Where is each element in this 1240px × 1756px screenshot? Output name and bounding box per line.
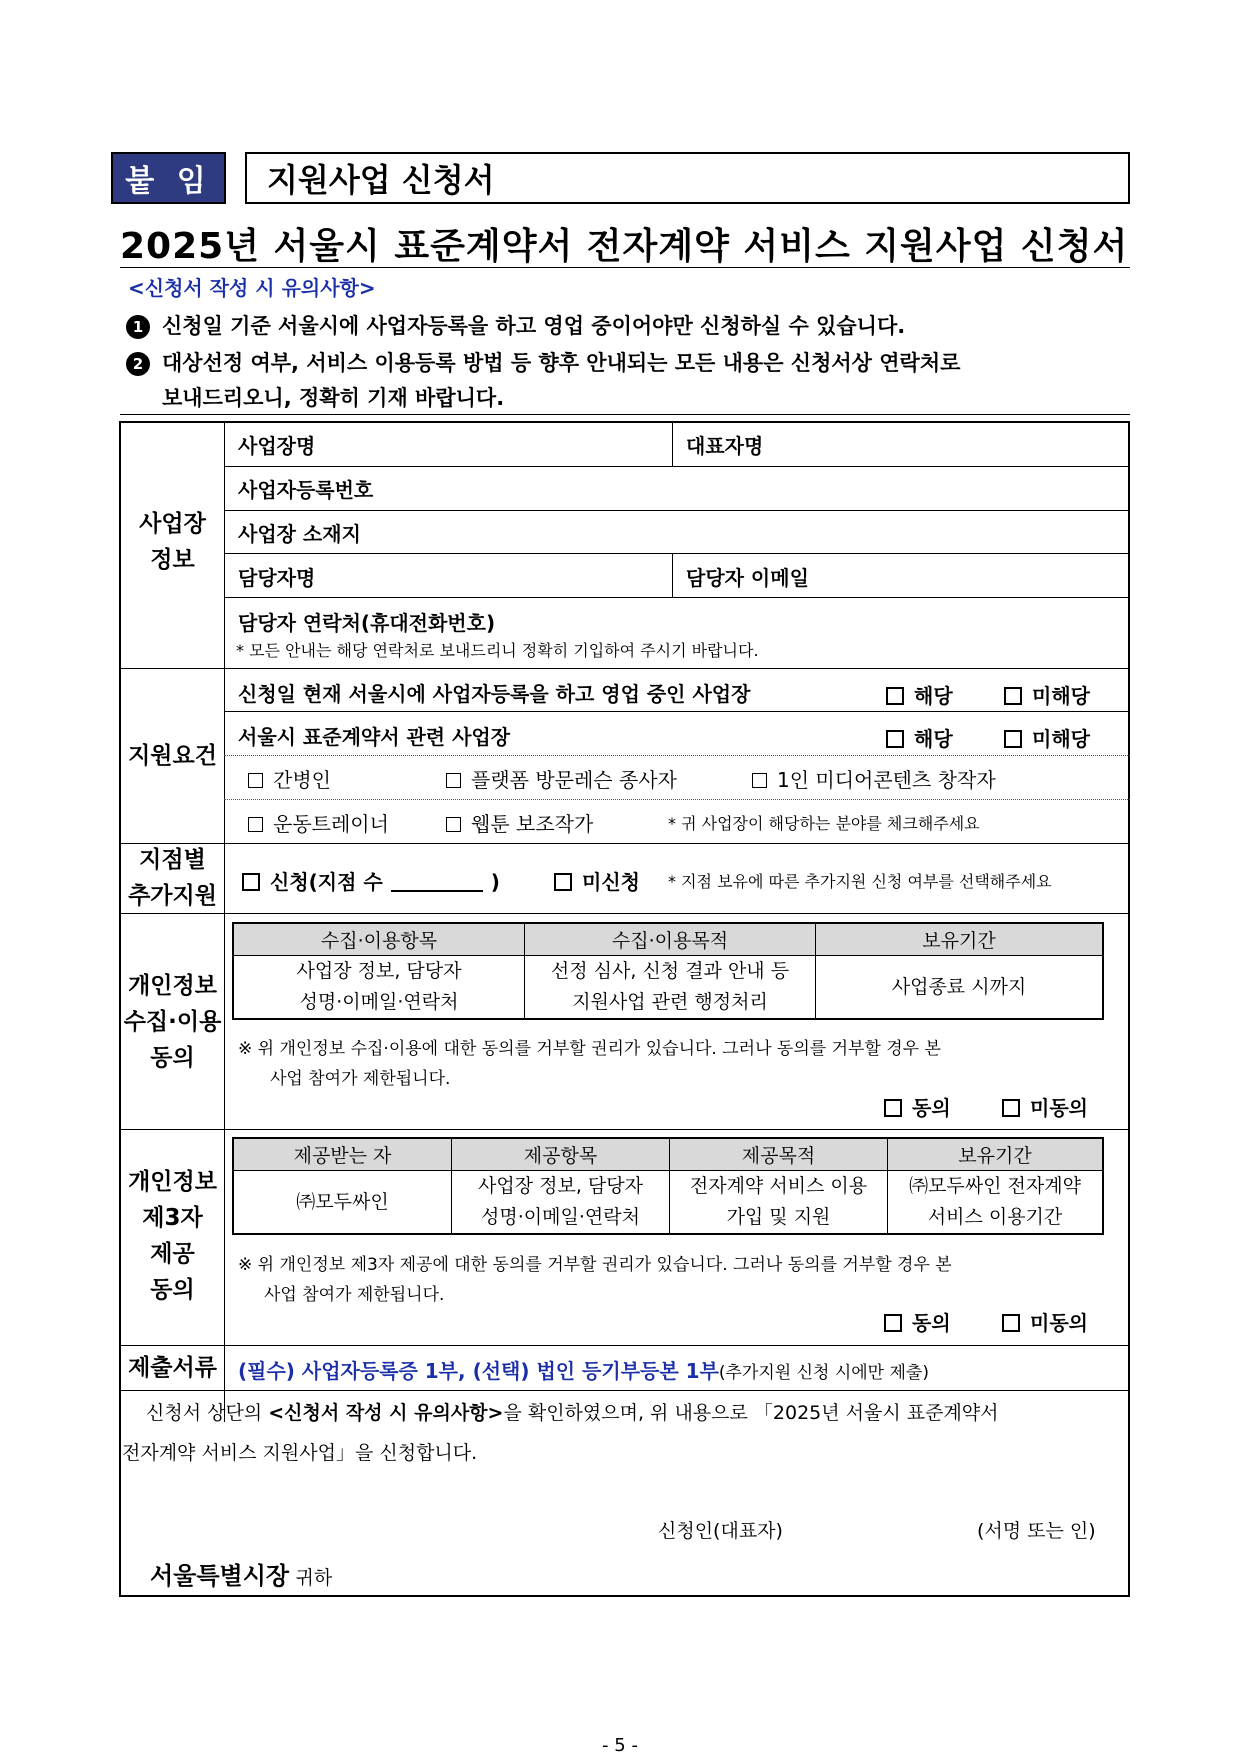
checkbox-icon (1002, 1314, 1020, 1332)
checkbox-icon (1004, 687, 1022, 705)
third-party-header-recipient: 제공받는 자 (233, 1138, 452, 1171)
field-manager-name[interactable]: 담당자명 (238, 566, 316, 590)
third-party-disagree-checkbox[interactable]: 미동의 (1002, 1307, 1088, 1336)
checkbox-icon (242, 873, 260, 891)
table-row: 사업장 정보, 담당자 성명·이메일·연락처 선정 심사, 신청 결과 안내 등 지원사업 관련 행정처리 사업종료 시까지 (233, 956, 1103, 1020)
checkbox-icon (446, 773, 461, 788)
field-webtoon-assistant-checkbox[interactable]: 웹툰 보조작가 (446, 808, 593, 837)
field-media-creator-checkbox[interactable]: 1인 미디어콘텐츠 창작자 (752, 764, 996, 793)
field-business-name[interactable]: 사업장명 (238, 434, 316, 458)
requirement-q2: 서울시 표준계약서 관련 사업장 (238, 725, 511, 749)
branch-count-input[interactable] (391, 870, 483, 892)
caution-underline (120, 414, 1130, 415)
declaration-line-2: 전자계약 서비스 지원사업」을 신청합니다. (122, 1442, 478, 1464)
section-divider (224, 421, 225, 1422)
section-documents: 제출서류 (128, 1355, 217, 1381)
third-party-table (232, 1137, 1104, 1235)
caution-item-2-text: 대상선정 여부, 서비스 이용등록 방법 등 향후 안내되는 모든 내용은 신청서상 연락처로 (162, 351, 961, 375)
form-type-title: 지원사업 신청서 (245, 152, 1130, 204)
third-party-header-items: 제공항목 (452, 1138, 670, 1171)
privacy-header-purpose: 수집·이용목적 (525, 923, 816, 956)
title-underline (120, 267, 1130, 268)
phone-note: * 모든 안내는 해당 연락처로 보내드리니 정확히 기입하여 주시기 바랍니다. (236, 641, 759, 660)
privacy-header-items: 수집·이용항목 (233, 923, 525, 956)
number-2-icon: 2 (126, 352, 150, 376)
q2-no-checkbox[interactable]: 미해당 (1004, 723, 1090, 752)
field-platform-lesson-checkbox[interactable]: 플랫폼 방문레슨 종사자 (446, 764, 677, 793)
fields-note: * 귀 사업장이 해당하는 분야를 체크해주세요 (668, 814, 980, 833)
number-1-icon: 1 (126, 315, 150, 339)
caution-item-2-cont: 보내드리오니, 정확히 기재 바랍니다. (162, 386, 505, 410)
declaration-line-1: 신청서 상단의 <신청서 작성 시 유의사항>을 확인하였으며, 위 내용으로 「2025년 서울시 표준계약서 (146, 1402, 999, 1424)
branch-apply-checkbox[interactable]: 신청(지점 수 ) (242, 866, 500, 895)
field-trainer-checkbox[interactable]: 운동트레이너 (248, 808, 389, 837)
field-business-address[interactable]: 사업장 소재지 (238, 522, 361, 546)
section-privacy-consent: 개인정보 수집·이용 동의 (123, 973, 222, 1071)
third-party-notice-cont: 사업 참여가 제한됩니다. (264, 1285, 445, 1305)
attachment-badge: 붙 임 (111, 152, 226, 204)
third-party-header-purpose: 제공목적 (670, 1138, 888, 1171)
q2-yes-checkbox[interactable]: 해당 (886, 723, 953, 752)
field-manager-email[interactable]: 담당자 이메일 (686, 566, 809, 590)
page-number: - 5 - (602, 1735, 638, 1756)
q1-yes-checkbox[interactable]: 해당 (886, 680, 953, 709)
checkbox-icon (752, 773, 767, 788)
applicant-label: 신청인(대표자) (658, 1520, 783, 1542)
third-party-agree-checkbox[interactable]: 동의 (884, 1307, 951, 1336)
privacy-notice: ※ 위 개인정보 수집·이용에 대한 동의를 거부할 권리가 있습니다. 그러나 동의를 거부할 경우 본 (238, 1039, 941, 1059)
requirement-q1: 신청일 현재 서울시에 사업자등록을 하고 영업 중인 사업장 (238, 682, 751, 706)
signature-field[interactable]: (서명 또는 인) (977, 1520, 1096, 1542)
q1-no-checkbox[interactable]: 미해당 (1004, 680, 1090, 709)
checkbox-icon (884, 1099, 902, 1117)
caution-item-2 (126, 347, 960, 377)
privacy-agree-checkbox[interactable]: 동의 (884, 1092, 951, 1121)
checkbox-icon (884, 1314, 902, 1332)
privacy-header-period: 보유기간 (816, 923, 1104, 956)
field-caregiver-checkbox[interactable]: 간병인 (248, 764, 331, 793)
branch-note: * 지점 보유에 따른 추가지원 신청 여부를 선택해주세요 (668, 872, 1052, 891)
checkbox-icon (886, 730, 904, 748)
checkbox-icon (1004, 730, 1022, 748)
field-ceo-name[interactable]: 대표자명 (686, 434, 764, 458)
privacy-table (232, 922, 1104, 1020)
third-party-notice: ※ 위 개인정보 제3자 제공에 대한 동의를 거부할 권리가 있습니다. 그러나 동의를 거부할 경우 본 (238, 1255, 952, 1275)
privacy-disagree-checkbox[interactable]: 미동의 (1002, 1092, 1088, 1121)
checkbox-icon (446, 817, 461, 832)
checkbox-icon (886, 687, 904, 705)
field-manager-phone[interactable]: 담당자 연락처(휴대전화번호) (238, 611, 496, 635)
documents-list: (필수) 사업자등록증 1부, (선택) 법인 등기부등본 1부(추가지원 신청 시에만 제출) (238, 1359, 929, 1383)
caution-item-1 (126, 310, 905, 340)
caution-item-1-text: 신청일 기준 서울시에 사업자등록을 하고 영업 중이어야만 신청하실 수 있습니다. (162, 314, 906, 338)
checkbox-icon (248, 817, 263, 832)
section-branch-support: 지점별 추가지원 (128, 847, 217, 909)
recipient: 서울특별시장 귀하 (150, 1562, 333, 1590)
section-third-party-consent: 개인정보 제3자 제공 동의 (128, 1169, 217, 1303)
checkbox-icon (1002, 1099, 1020, 1117)
checkbox-icon (554, 873, 572, 891)
checkbox-icon (248, 773, 263, 788)
table-row: ㈜모두싸인 사업장 정보, 담당자 성명·이메일·연락처 전자계약 서비스 이용 가입 및 지원 ㈜모두싸인 전자계약 서비스 이용기간 (233, 1171, 1103, 1235)
privacy-notice-cont: 사업 참여가 제한됩니다. (270, 1069, 451, 1089)
caution-heading: <신청서 작성 시 유의사항> (128, 276, 376, 300)
section-requirements: 지원요건 (128, 743, 217, 769)
section-business-info: 사업장 정보 (139, 511, 206, 573)
branch-not-apply-checkbox[interactable]: 미신청 (554, 866, 640, 895)
third-party-header-period: 보유기간 (888, 1138, 1104, 1171)
field-registration-number[interactable]: 사업자등록번호 (238, 478, 374, 502)
page-title: 2025년 서울시 표준계약서 전자계약 서비스 지원사업 신청서 (120, 226, 1129, 267)
